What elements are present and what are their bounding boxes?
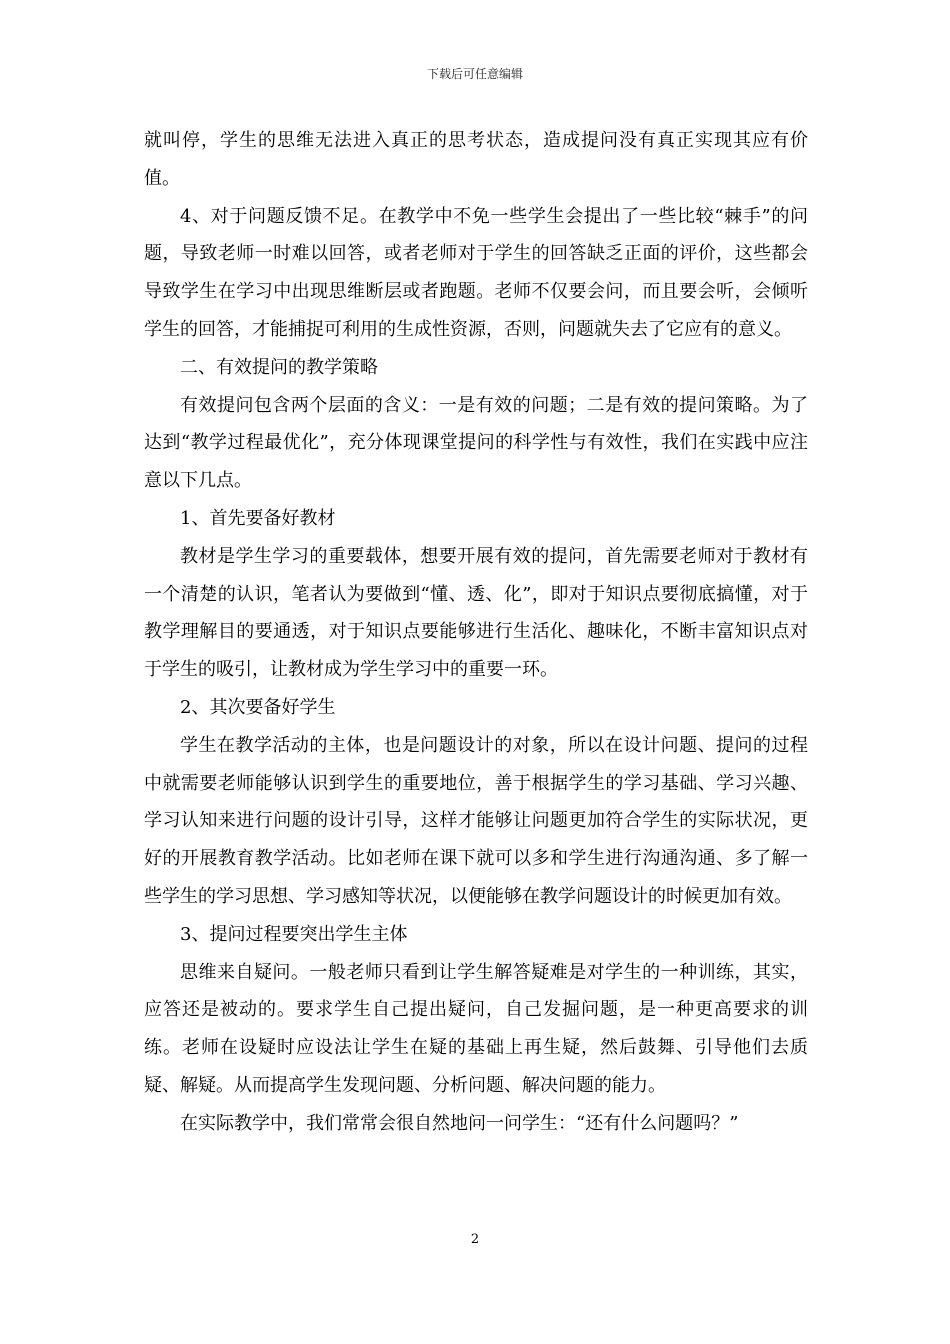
- paragraph-3: 有效提问包含两个层面的含义：一是有效的问题；二是有效的提问策略。为了达到“教学过程最优化”，充分体现课堂提问的科学性与有效性，我们在实践中应注意以下几点。: [144, 394, 808, 492]
- paragraph-4: 教材是学生学习的重要载体，想要开展有效的提问，首先需要老师对于教材有一个清楚的认识，笔者认为要做到“懂、透、化”，即对于知识点要彻底搞懂，对于教学理解目的要通透，对于知识点要能够进行生活化、趣味化，不断丰富知识点对于学生的吸引，让教材成为学生学习中的重要一环。: [144, 545, 808, 681]
- paragraph-2: 4、对于问题反馈不足。在教学中不免一些学生会提出了一些比较“棘手”的问题，导致老师一时难以回答，或者老师对于学生的回答缺乏正面的评价，这些都会导致学生在学习中出现思维断层或者跑题。老师不仅要会问，而且要会听，会倾听学生的回答，才能捕捉可利用的生成性资源，否则，问题就失去了它应有的意义。: [144, 205, 808, 340]
- paragraph-5: 学生在教学活动的主体，也是问题设计的对象，所以在设计问题、提问的过程中就需要老师能够认识到学生的重要地位，善于根据学生的学习基础、学习兴趣、学习认知来进行问题的设计引导，这样才能够让问题更加符合学生的实际状况，更好的开展教育教学活动。比如老师在课下就可以多和学生进行沟通沟通、多了解一些学生的学习思想、学习感知等状况，以便能够在教学问题设计的时候更加有效。: [144, 734, 808, 907]
- paragraph-7: 在实际教学中，我们常常会很自然地问一问学生：“还有什么问题吗？”: [180, 1112, 739, 1134]
- paragraph-1: 就叫停，学生的思维无法进入真正的思考状态，造成提问没有真正实现其应有价值。: [144, 130, 808, 189]
- section-heading-strategies: 二、有效提问的教学策略: [180, 356, 378, 378]
- page-header: 下载后可任意编辑: [426, 67, 523, 81]
- document-body: [144, 122, 808, 1143]
- paragraph-6: 思维来自疑问。一般老师只看到让学生解答疑难是对学生的一种训练，其实，应答还是被动的。要求学生自己提出疑问，自己发掘问题，是一种更高要求的训练。老师在设疑时应设法让学生在疑的基础上再生疑，然后鼓舞、引导他们去质疑、解疑。从而提高学生发现问题、分析问题、解决问题的能力。: [144, 961, 808, 1096]
- subheading-2: 2、其次要备好学生: [180, 696, 336, 718]
- subheading-1: 1、首先要备好教材: [180, 507, 336, 529]
- page-number: 2: [470, 1232, 480, 1247]
- subheading-3: 3、提问过程要突出学生主体: [180, 923, 408, 945]
